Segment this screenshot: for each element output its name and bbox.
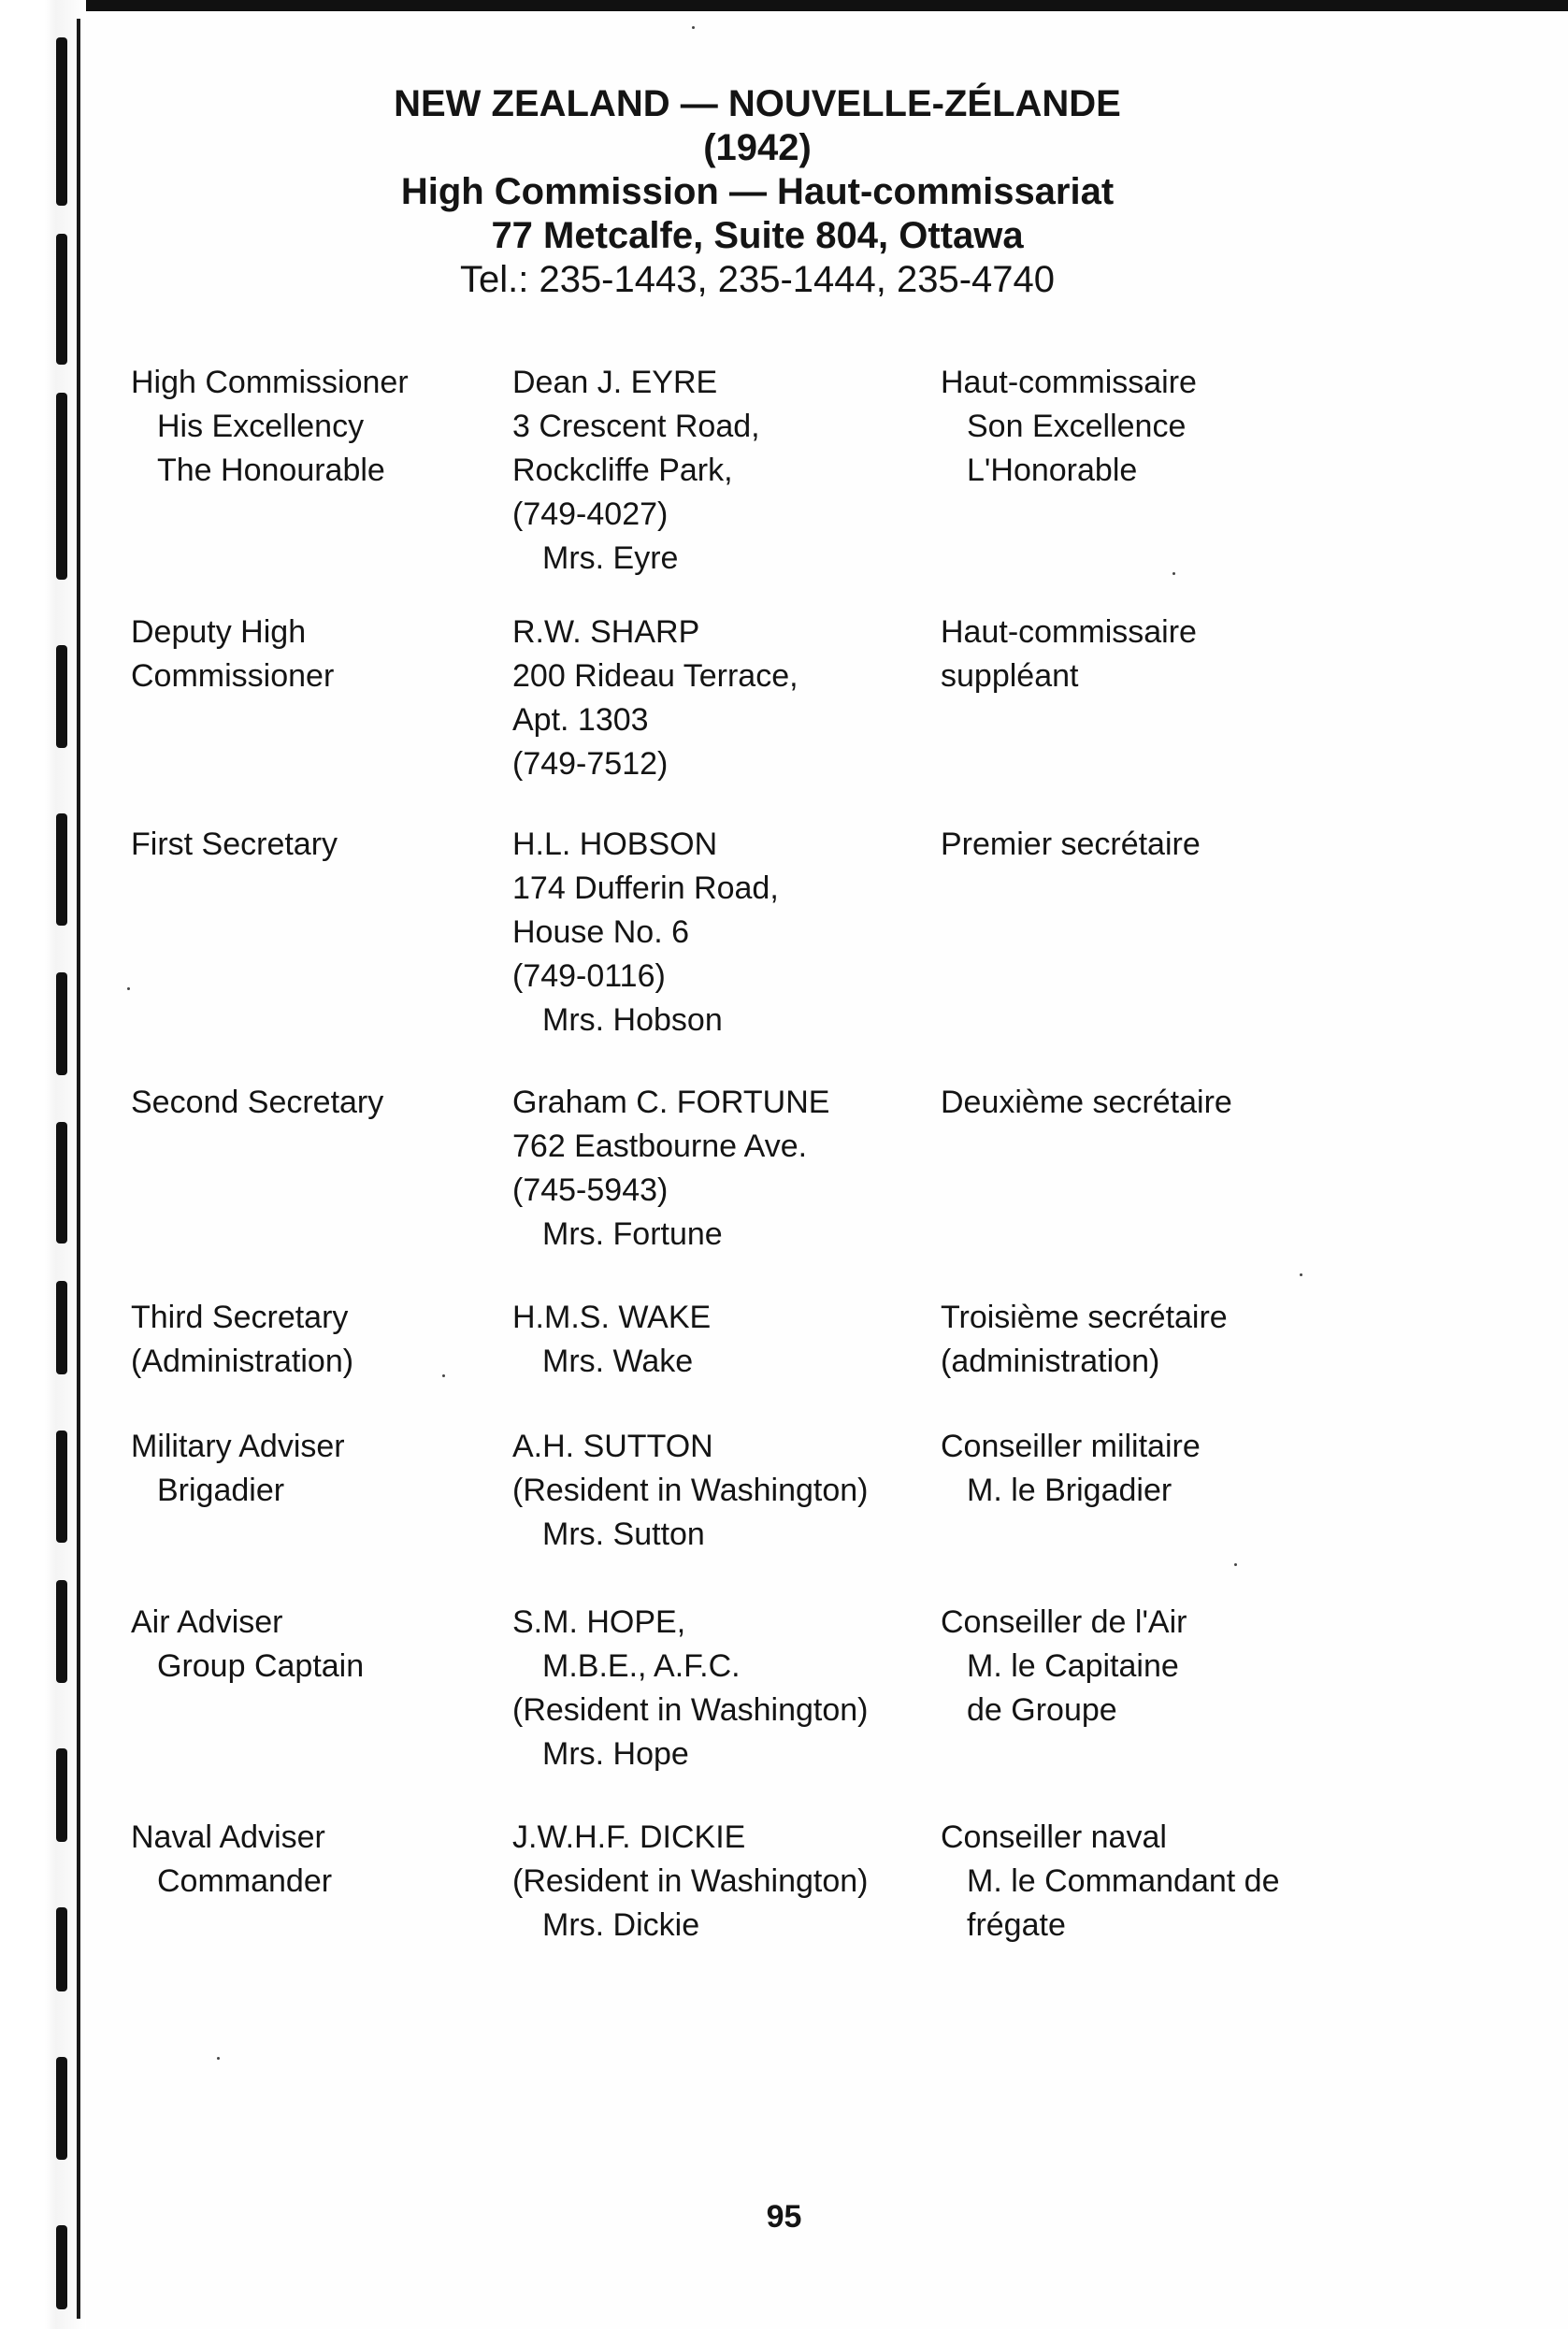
french-title	[941, 1601, 1408, 1732]
binding-mark	[56, 37, 67, 206]
binding-edge	[0, 0, 86, 2329]
title-line: Deuxième secrétaire	[941, 1085, 1232, 1120]
english-title	[131, 361, 486, 493]
binding-line	[77, 19, 80, 2319]
binding-mark	[56, 1580, 67, 1683]
spouse-line: Mrs. Sutton	[542, 1517, 705, 1552]
english-title	[131, 1816, 486, 1904]
scan-speck	[217, 2057, 220, 2060]
spouse-line: Mrs. Eyre	[542, 540, 679, 576]
scan-top-edge	[0, 0, 1568, 11]
title-line: M. le Commandant de	[967, 1863, 1280, 1899]
title-line: de Groupe	[967, 1692, 1117, 1728]
binding-mark	[56, 1122, 67, 1244]
person-details	[512, 1425, 952, 1557]
title-line: Second Secretary	[131, 1085, 384, 1120]
detail-line: Apt. 1303	[512, 702, 649, 738]
french-title	[941, 823, 1408, 867]
detail-line: M.B.E., A.F.C.	[542, 1648, 741, 1684]
scan-speck	[1300, 1273, 1302, 1276]
title-line: Conseiller de l'Air	[941, 1604, 1187, 1640]
title-line: Commander	[157, 1863, 333, 1899]
detail-line: (Resident in Washington)	[512, 1863, 869, 1899]
page-number: 95	[766, 2199, 802, 2235]
person-name: A.H. SUTTON	[512, 1429, 713, 1464]
person-name: J.W.H.F. DICKIE	[512, 1819, 746, 1855]
title-line: Deputy High	[131, 614, 307, 650]
title-line: Naval Adviser	[131, 1819, 325, 1855]
person-name: Dean J. EYRE	[512, 365, 718, 400]
title-line: Air Adviser	[131, 1604, 283, 1640]
title-line: Premier secrétaire	[941, 827, 1201, 862]
english-title	[131, 1081, 486, 1125]
title-line: The Honourable	[157, 453, 385, 488]
spouse-line: Mrs. Hope	[542, 1736, 689, 1772]
title-line: Haut-commissaire	[941, 614, 1197, 650]
binding-mark	[56, 393, 67, 580]
title-line: L'Honorable	[967, 453, 1138, 488]
detail-line: 3 Crescent Road,	[512, 409, 760, 444]
title-line: First Secretary	[131, 827, 338, 862]
spouse-line: Mrs. Wake	[542, 1344, 694, 1379]
scan-speck	[692, 26, 695, 29]
scan-speck	[1172, 572, 1175, 575]
english-title	[131, 611, 486, 698]
binding-mark	[56, 645, 67, 748]
detail-line: (Resident in Washington)	[512, 1692, 869, 1728]
binding-mark	[56, 813, 67, 926]
person-details	[512, 361, 952, 581]
detail-line: (745-5943)	[512, 1172, 669, 1208]
person-name: S.M. HOPE,	[512, 1604, 686, 1640]
title-line: High Commissioner	[131, 365, 409, 400]
detail-line: Rockcliffe Park,	[512, 453, 733, 488]
spouse-line: Mrs. Dickie	[542, 1907, 700, 1943]
person-name: H.M.S. WAKE	[512, 1300, 712, 1335]
french-title	[941, 1081, 1408, 1125]
document-header	[187, 82, 1328, 302]
english-title	[131, 823, 486, 867]
header-address: 77 Metcalfe, Suite 804, Ottawa	[491, 215, 1024, 256]
title-line: frégate	[967, 1907, 1066, 1943]
french-title	[941, 361, 1408, 493]
person-details	[512, 611, 952, 786]
title-line: Conseiller naval	[941, 1819, 1167, 1855]
detail-line: House No. 6	[512, 914, 689, 950]
title-line: Commissioner	[131, 658, 335, 694]
detail-line: (Resident in Washington)	[512, 1473, 869, 1508]
person-details	[512, 1296, 952, 1384]
header-subtitle: High Commission — Haut-commissariat	[400, 171, 1115, 212]
title-line: Group Captain	[157, 1648, 365, 1684]
binding-mark	[56, 1907, 67, 1991]
person-details	[512, 1816, 952, 1948]
detail-line: (749-4027)	[512, 496, 669, 532]
detail-line: 174 Dufferin Road,	[512, 870, 779, 906]
title-line: (Administration)	[131, 1344, 354, 1379]
title-line: M. le Brigadier	[967, 1473, 1172, 1508]
title-line: Brigadier	[157, 1473, 285, 1508]
title-line: (administration)	[941, 1344, 1160, 1379]
title-line: suppléant	[941, 658, 1079, 694]
binding-mark	[56, 2057, 67, 2160]
title-line: M. le Capitaine	[967, 1648, 1179, 1684]
spouse-line: Mrs. Fortune	[542, 1216, 723, 1252]
binding-mark	[56, 1748, 67, 1842]
english-title	[131, 1296, 486, 1384]
title-line: His Excellency	[157, 409, 365, 444]
person-name: Graham C. FORTUNE	[512, 1085, 830, 1120]
detail-line: 200 Rideau Terrace,	[512, 658, 798, 694]
header-telephone: Tel.: 235-1443, 235-1444, 235-4740	[459, 259, 1056, 300]
french-title	[941, 1296, 1408, 1384]
french-title	[941, 1816, 1408, 1948]
detail-line: 762 Eastbourne Ave.	[512, 1129, 808, 1164]
person-details	[512, 1081, 952, 1257]
person-name: R.W. SHARP	[512, 614, 700, 650]
binding-mark	[56, 972, 67, 1075]
binding-mark	[56, 1430, 67, 1543]
header-title: NEW ZEALAND — NOUVELLE-ZÉLANDE	[394, 83, 1121, 124]
title-line: Third Secretary	[131, 1300, 349, 1335]
french-title	[941, 611, 1408, 698]
detail-line: (749-0116)	[512, 958, 666, 994]
detail-line: (749-7512)	[512, 746, 669, 782]
french-title	[941, 1425, 1408, 1513]
header-year: (1942)	[703, 127, 812, 168]
person-name: H.L. HOBSON	[512, 827, 718, 862]
person-details	[512, 1601, 952, 1776]
scan-speck	[1234, 1563, 1237, 1566]
scan-speck	[442, 1374, 445, 1377]
scan-speck	[127, 987, 130, 990]
english-title	[131, 1601, 486, 1689]
binding-mark	[56, 2225, 67, 2309]
title-line: Military Adviser	[131, 1429, 345, 1464]
binding-mark	[56, 1281, 67, 1374]
title-line: Haut-commissaire	[941, 365, 1197, 400]
title-line: Conseiller militaire	[941, 1429, 1201, 1464]
title-line: Troisième secrétaire	[941, 1300, 1228, 1335]
binding-mark	[56, 234, 67, 365]
english-title	[131, 1425, 486, 1513]
spouse-line: Mrs. Hobson	[542, 1002, 723, 1038]
title-line: Son Excellence	[967, 409, 1187, 444]
person-details	[512, 823, 952, 1042]
